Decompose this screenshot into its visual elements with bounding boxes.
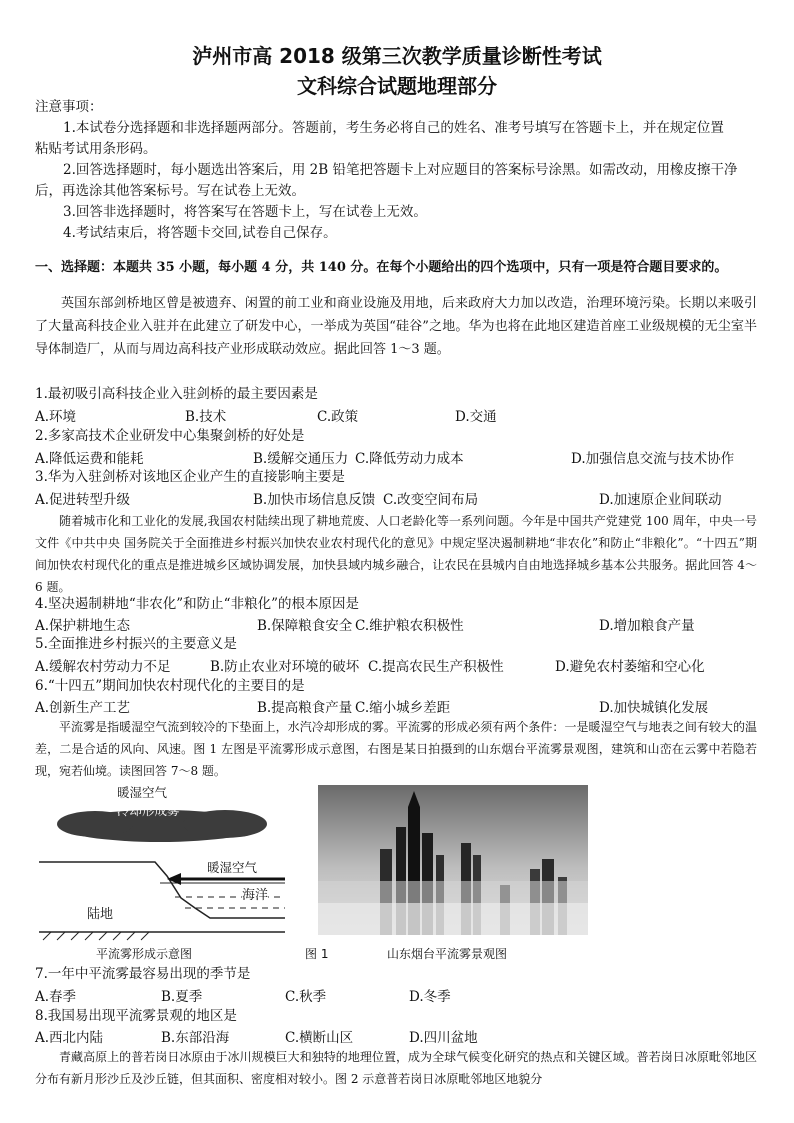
option-d[interactable]: D.加速原企业间联动 [599, 492, 722, 508]
question-1-options [35, 405, 765, 425]
cloud-label-2: 冷却形成雾 [117, 803, 180, 818]
right-caption: 山东烟台平流雾景观图 [387, 947, 508, 961]
question-7-options [35, 985, 765, 1005]
question-4-options [35, 614, 765, 634]
passage-4: 青藏高原上的普若岗日冰原由于冰川规模巨大和独特的地理位置，成为全球气候变化研究的热点和关键区域。普若岗日冰原毗邻地区分布有新月形沙丘及沙丘链，但其面积、密度相对较小。图 2 示意普若岗日冰原毗邻地区地貌分 [35, 1050, 757, 1086]
exam-title: 泸州市高 2018 级第三次教学质量诊断性考试 [192, 44, 602, 68]
option-a[interactable]: A.保护耕地生态 [35, 618, 131, 634]
notice-item: 3.回答非选择题时，将答案写在答题卡上，写在试卷上无效。 [63, 204, 427, 220]
photo-svg [318, 785, 588, 935]
question-8-stem: 8.我国易出现平流雾景观的地区是 [35, 1008, 237, 1024]
option-c[interactable]: C.提高农民生产积极性 [368, 659, 504, 675]
option-a[interactable]: A.春季 [35, 989, 77, 1005]
cloud-label-1: 暖湿空气 [117, 785, 168, 800]
exam-subtitle: 文科综合试题地理部分 [297, 74, 497, 98]
question-4-stem: 4.坚决遏制耕地“非农化”和防止“非粮化”的根本原因是 [35, 596, 359, 612]
passage-2: 随着城市化和工业化的发展,我国农村陆续出现了耕地荒废、人口老龄化等一系列问题。今年是中国共产党建党 100 周年，中央一号文件《中共中央 国务院关于全面推进乡村振兴加快农业农村现代化的意见》中规定坚决遏制耕地“非农化”和防止“非粮化”。“十四五”期间加快农村现代化的重点是推进城乡区域协调发展，加快县域内城乡融合，让农民在县城内自由地选择城乡基本公共服务。据此回答 4～6 题。 [35, 514, 757, 594]
section-heading: 一、选择题：本题共 35 小题，每小题 4 分，共 140 分。在每个小题给出的四个选项中，只有一项是符合题目要求的。 [35, 260, 728, 275]
sea-label: 海洋 [242, 884, 268, 903]
option-a[interactable]: A.缓解农村劳动力不足 [35, 659, 171, 675]
notice-item: 4.考试结束后，将答题卡交回,试卷自己保存。 [63, 225, 337, 241]
passage-3: 平流雾是指暖湿空气流到较冷的下垫面上，水汽冷却形成的雾。平流雾的形成必须有两个条件：一是暖湿空气与地表之间有较大的温差，二是合适的风向、风速。图 1 左图是平流雾形成示意图，右图是某日拍摄到的山东烟台平流雾景观图，建筑和山峦在云雾中若隐若现，宛若仙境。读图回答 7～8 题。 [35, 720, 757, 778]
option-a[interactable]: A.降低运费和能耗 [35, 451, 144, 467]
question-5-options [35, 655, 765, 675]
option-c[interactable]: C.降低劳动力成本 [355, 451, 464, 467]
fog-formation-diagram [35, 780, 315, 945]
option-b[interactable]: B.防止农业对环境的破坏 [210, 659, 360, 675]
question-7-stem: 7.一年中平流雾最容易出现的季节是 [35, 966, 251, 982]
figure-number: 图 1 [305, 947, 329, 961]
arrow-label: 暖湿空气 [207, 860, 258, 875]
option-b[interactable]: B.加快市场信息反馈 [253, 492, 376, 508]
option-b[interactable]: B.保障粮食安全 [257, 618, 353, 634]
notice-item: 1.本试卷分选择题和非选择题两部分。答题前，考生务必将自己的姓名、准考号填写在答题卡上，并在规定位置 [63, 120, 724, 136]
ground-hatch [43, 932, 149, 940]
option-a[interactable]: A.西北内陆 [35, 1030, 104, 1046]
question-8-options [35, 1026, 765, 1046]
option-c[interactable]: C.改变空间布局 [383, 492, 479, 508]
passage-1: 英国东部剑桥地区曾是被遗弃、闲置的前工业和商业设施及用地，后来政府大力加以改造，治理环境污染。长期以来吸引了大量高科技企业入驻并在此建立了研发中心，一举成为英国“硅谷”之地。华为也将在此地区建造首座工业级规模的无尘室半导体制造厂，从而与周边高科技产业形成联动效应。据此回答 1～3 题。 [35, 296, 757, 357]
option-b[interactable]: B.夏季 [161, 989, 203, 1005]
option-c[interactable]: C.秋季 [285, 989, 327, 1005]
option-a[interactable]: A.促进转型升级 [35, 492, 131, 508]
option-d[interactable]: D.增加粮食产量 [599, 618, 695, 634]
option-c[interactable]: C.政策 [317, 409, 359, 425]
land-label: 陆地 [87, 907, 114, 922]
option-b[interactable]: B.技术 [185, 409, 227, 425]
question-5-stem: 5.全面推进乡村振兴的主要意义是 [35, 636, 237, 652]
fog-landscape-photo [318, 785, 588, 935]
option-c[interactable]: C.横断山区 [285, 1030, 354, 1046]
question-3-options [35, 488, 765, 508]
question-6-options [35, 696, 765, 716]
notice-heading: 注意事项： [35, 99, 103, 115]
option-d[interactable]: D.加快城镇化发展 [599, 700, 709, 716]
left-caption: 平流雾形成示意图 [96, 947, 193, 961]
option-d[interactable]: D.交通 [455, 409, 497, 425]
option-d[interactable]: D.冬季 [409, 989, 451, 1005]
option-c[interactable]: C.维护粮农积极性 [355, 618, 464, 634]
question-3-stem: 3.华为入驻剑桥对该地区企业产生的直接影响主要是 [35, 469, 345, 485]
option-b[interactable]: B.东部沿海 [161, 1030, 230, 1046]
notice-item: 后，再选涂其他答案标号。写在试卷上无效。 [35, 183, 305, 199]
notice-item: 2.回答选择题时，每小题选出答案后，用 2B 铅笔把答题卡上对应题目的答案标号涂黑。如需改动，用橡皮擦干净 [63, 162, 738, 178]
question-1-stem: 1.最初吸引高科技企业入驻剑桥的最主要因素是 [35, 386, 318, 402]
option-d[interactable]: D.避免农村萎缩和空心化 [555, 659, 705, 675]
option-b[interactable]: B.缓解交通压力 [253, 451, 349, 467]
fog-cloud-shape [183, 810, 267, 838]
notice-item: 粘贴考试用条形码。 [35, 141, 157, 157]
option-d[interactable]: D.加强信息交流与技术协作 [571, 451, 735, 467]
question-2-stem: 2.多家高技术企业研发中心集聚剑桥的好处是 [35, 428, 305, 444]
question-6-stem: 6.“十四五”期间加快农村现代化的主要目的是 [35, 678, 305, 694]
option-a[interactable]: A.环境 [35, 409, 77, 425]
question-2-options [35, 447, 765, 467]
option-a[interactable]: A.创新生产工艺 [35, 700, 131, 716]
option-d[interactable]: D.四川盆地 [409, 1030, 478, 1046]
option-c[interactable]: C.缩小城乡差距 [355, 700, 451, 716]
option-b[interactable]: B.提高粮食产量 [257, 700, 353, 716]
